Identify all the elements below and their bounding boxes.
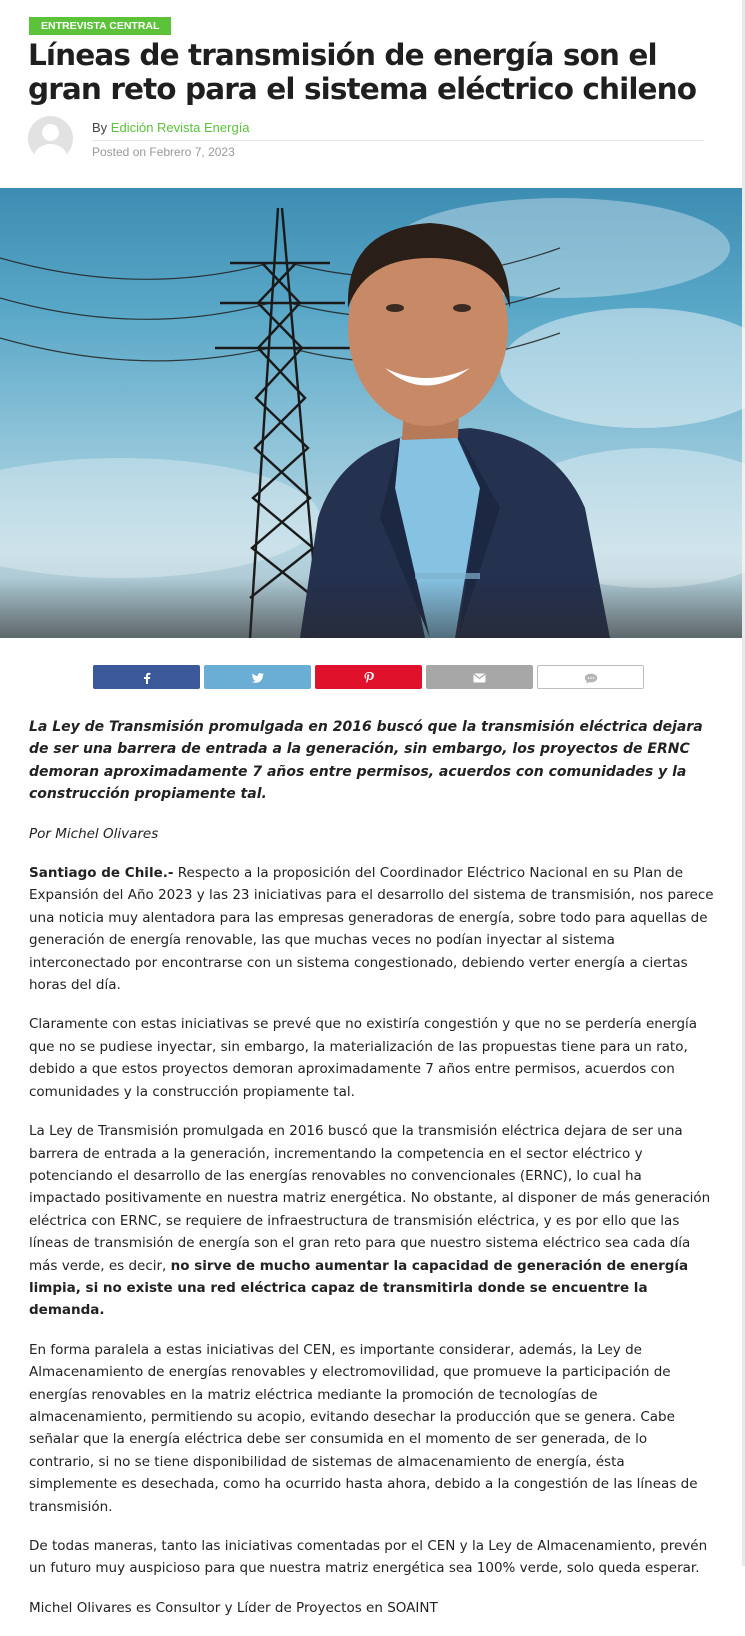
share-pinterest-button[interactable] — [315, 665, 422, 689]
paragraph-3 — [29, 1120, 714, 1322]
avatar-body-shape — [34, 144, 67, 170]
dateline: Santiago de Chile.- — [29, 865, 174, 882]
twitter-icon — [252, 673, 264, 683]
facebook-icon — [142, 672, 152, 684]
featured-image — [0, 188, 742, 638]
author-link[interactable]: Edición Revista Energía — [110, 120, 250, 135]
share-email-button[interactable] — [426, 665, 533, 689]
paragraph-1 — [29, 862, 714, 996]
post-date: Posted on Febrero 7, 2023 — [92, 145, 235, 159]
category-badge[interactable]: ENTREVISTA CENTRAL — [29, 17, 171, 35]
comment-icon — [584, 673, 598, 684]
meta-divider — [92, 140, 704, 141]
author-bio: Michel Olivares es Consultor y Líder de Proyectos en SOAINT — [29, 1599, 438, 1616]
share-facebook-button[interactable] — [93, 665, 200, 689]
paragraph-4: En forma paralela a estas iniciativas del CEN, es importante considerar, además, la Ley de Almacenamiento de energías renovables y electromovilidad, que promueve la participación de energías renovables en la matriz eléctrica mediante la promoción de tecnologías de almacenamiento, permitiendo su acopio, evitando desechar la producción que se genera. Cabe señalar que la energía eléctrica debe ser consumida en el momento de ser generada, de lo contrario, si no se tiene disponibilidad de sistemas de almacenamiento de energía, ésta simplemente es desechada, como ha ocurrido hasta ahora, debido a la congestión de las líneas de transmisión. — [29, 1341, 698, 1515]
paragraph-2: Claramente con estas iniciativas se prevé que no existiría congestión y que no se perdería energía que no se pudiese inyectar, sin embargo, la materialización de las propuestas tiene para un rato, debido a que estos proyectos demoran aproximadamente 7 años entre permisos, acuerdos con comunidades y la construcción propiamente tal. — [29, 1016, 698, 1100]
byline — [92, 120, 250, 135]
hero-illustration — [0, 188, 742, 638]
article-body — [29, 716, 714, 1636]
paragraph-3-emphasis: no sirve de mucho aumentar la capacidad de generación de energía limpia, si no existe una red eléctrica capaz de transmitirla donde se encuentre la demanda. — [29, 1257, 689, 1319]
paragraph-3-text: La Ley de Transmisión promulgada en 2016 buscó que la transmisión eléctrica dejara de ser una barrera de entrada a la generación, incrementando la competencia en el sector eléctrico y potenciando el desarrollo de las energías renovables no convencionales (ERNC), lo cual ha impactado positivamente en nuestra matriz energética. No obstante, al disponer de más generación eléctrica con ERNC, se requiere de infraestructura de transmisión eléctrica, y es por ello que las líneas de transmisión de energía son el gran reto para que nuestro sistema eléctrico sea cada día más verde, es decir, — [29, 1123, 711, 1274]
author-avatar[interactable] — [28, 116, 73, 161]
article-title: Líneas de transmisión de energía son el gran reto para el sistema eléctrico chileno — [28, 38, 697, 106]
byline-prefix: By — [92, 120, 108, 135]
image-bottom-fade — [0, 578, 742, 638]
mail-icon — [473, 673, 486, 683]
paragraph-1-text: Respecto a la proposición del Coordinador Eléctrico Nacional en su Plan de Expansión del Año 2023 y las 23 iniciativas para el desarrollo del sistema de transmisión, nos parece una noticia muy alentadora para las empresas generadoras de energía, sobre todo para aquellas de generación de energía renovable, las que muchas veces no podían inyectar al sistema interconectado por encontrarse con un sistema congestionado, debiendo verter energía a ciertas horas del día. — [29, 865, 714, 994]
paragraph-5: De todas maneras, tanto las iniciativas comentadas por el CEN y la Ley de Almacenamiento, prevén un futuro muy auspicioso para que nuestra matriz energética sea 100% verde, solo queda esperar. — [29, 1538, 708, 1577]
avatar-head-shape — [42, 124, 59, 141]
article-lead: La Ley de Transmisión promulgada en 2016 buscó que la transmisión eléctrica dejara de ser una barrera de entrada a la generación, sin embargo, los proyectos de ERNC demoran aproximadamente 7 años entre permisos, acuerdos con comunidades y la construcción propiamente tal. — [29, 719, 703, 803]
comments-button[interactable] — [537, 665, 644, 689]
share-twitter-button[interactable] — [204, 665, 311, 689]
pinterest-icon — [364, 672, 374, 684]
article-author-line: Por Michel Olivares — [29, 825, 159, 842]
